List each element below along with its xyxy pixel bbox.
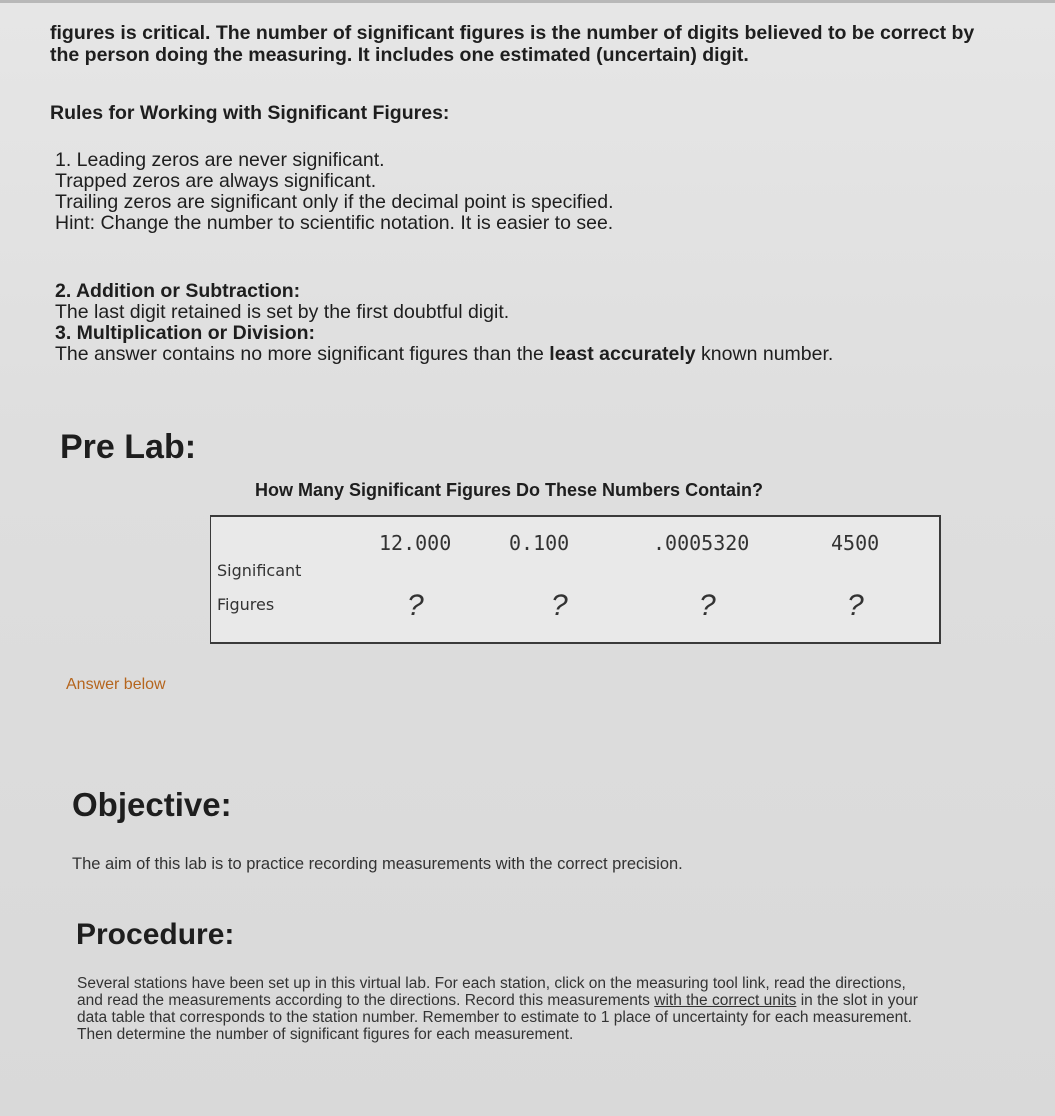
answer-cell-4[interactable]: ? <box>847 589 864 622</box>
objective-heading: Objective: <box>72 786 232 823</box>
procedure-text-b: in the slot in your data table that corresponds to the station number. Remember to estimate to 1 place of uncertainty for each measurement. Then determine the number of significant figures for each measurement. <box>77 992 918 1043</box>
prelab-heading: Pre Lab: <box>60 428 197 466</box>
intro-line-1: figures is critical. The number of significant figures is the number of digits believed to be correct by <box>50 22 975 44</box>
objective-text: The aim of this lab is to practice recording measurements with the correct precision. <box>72 855 683 873</box>
rule-1-block <box>55 150 614 234</box>
sig-fig-table <box>210 515 941 644</box>
number-cell-2: 0.100 <box>509 531 570 555</box>
procedure-text <box>77 975 927 1043</box>
rule-1-line-2: Trapped zeros are always significant. <box>55 170 377 192</box>
rules-heading: Rules for Working with Significant Figures: <box>50 102 450 124</box>
rule-3-text <box>55 344 833 365</box>
answer-cell-1[interactable]: ? <box>407 589 424 622</box>
intro-line-2: the person doing the measuring. It includes one estimated (uncertain) digit. <box>50 44 749 66</box>
rule-3-title: 3. Multiplication or Division: <box>55 322 316 344</box>
rule-1-line-3: Trailing zeros are significant only if the decimal point is specified. <box>55 191 614 213</box>
procedure-heading: Procedure: <box>76 918 235 951</box>
answer-cell-3[interactable]: ? <box>699 589 716 622</box>
rule-3-text-b: known number. <box>695 343 834 365</box>
rule-3-text-a: The answer contains no more significant figures than the <box>55 343 550 365</box>
number-cell-1: 12.000 <box>379 531 452 555</box>
rule-2-title: 2. Addition or Subtraction: <box>55 280 301 302</box>
correct-units-link[interactable]: with the correct units <box>654 992 797 1009</box>
number-cell-3: .0005320 <box>653 531 750 555</box>
procedure-text-a: Several stations have been set up in this virtual lab. For each station, click on the measuring tool link, read the directions, and read the measurements according to the directions. Record this measurements <box>77 975 906 1009</box>
answer-cell-2[interactable]: ? <box>551 589 568 622</box>
rule-2-text: The last digit retained is set by the first doubtful digit. <box>55 301 510 323</box>
rule-1-line-4: Hint: Change the number to scientific notation. It is easier to see. <box>55 212 614 234</box>
intro-paragraph <box>50 22 974 66</box>
number-cell-4: 4500 <box>831 531 880 555</box>
rule-3-text-bold: least accurately <box>549 343 696 365</box>
sig-fig-table-title: How Many Significant Figures Do These Numbers Contain? <box>255 480 764 500</box>
top-divider <box>0 0 1055 3</box>
answer-below-note: Answer below <box>66 676 166 693</box>
row-label-significant: Significant <box>217 561 302 580</box>
rule-1-line-1: 1. Leading zeros are never significant. <box>55 149 385 171</box>
rule-2-3-block <box>55 281 833 365</box>
row-label-figures: Figures <box>217 595 275 614</box>
